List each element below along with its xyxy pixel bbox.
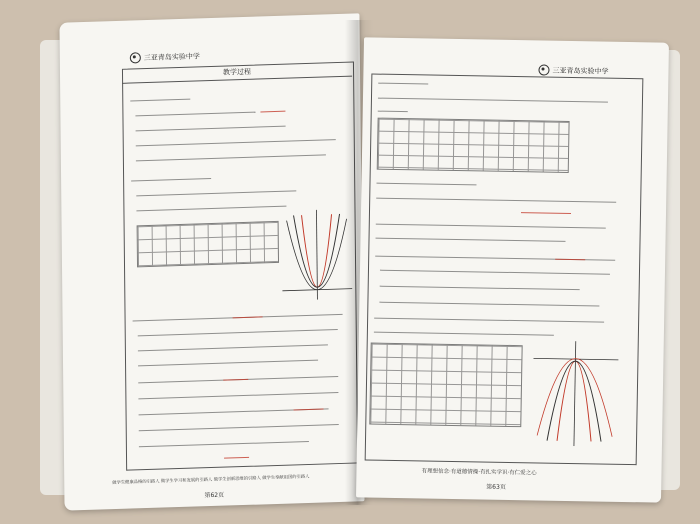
left-section-title: 教学过程 [122, 64, 352, 84]
left-page-header [130, 50, 200, 63]
school-logo-icon [538, 64, 549, 75]
right-value-table-bottom [369, 343, 522, 428]
left-page-number: 第62页 [204, 491, 225, 500]
right-page-footer: 有理想信念·有道德情操·有扎实学识·有仁爱之心 [421, 468, 537, 477]
right-parabola-graph [532, 340, 619, 446]
right-page-number: 第63页 [486, 483, 506, 491]
school-logo-icon [130, 52, 141, 63]
left-school-name: 三亚青岛实验中学 [143, 51, 200, 62]
right-page [356, 37, 669, 502]
right-school-name: 三亚青岛实验中学 [552, 66, 609, 76]
left-page-footer: 做学生健康品格的引路人 做学生学习和发展的引路人 做学生创新思维的引路人 做学生奉献祖国的引路人 [112, 474, 310, 486]
right-page-header [538, 64, 608, 76]
left-parabola-graph [281, 209, 352, 301]
left-page [59, 13, 364, 510]
left-value-table [137, 221, 279, 267]
right-value-table-top [377, 118, 570, 173]
